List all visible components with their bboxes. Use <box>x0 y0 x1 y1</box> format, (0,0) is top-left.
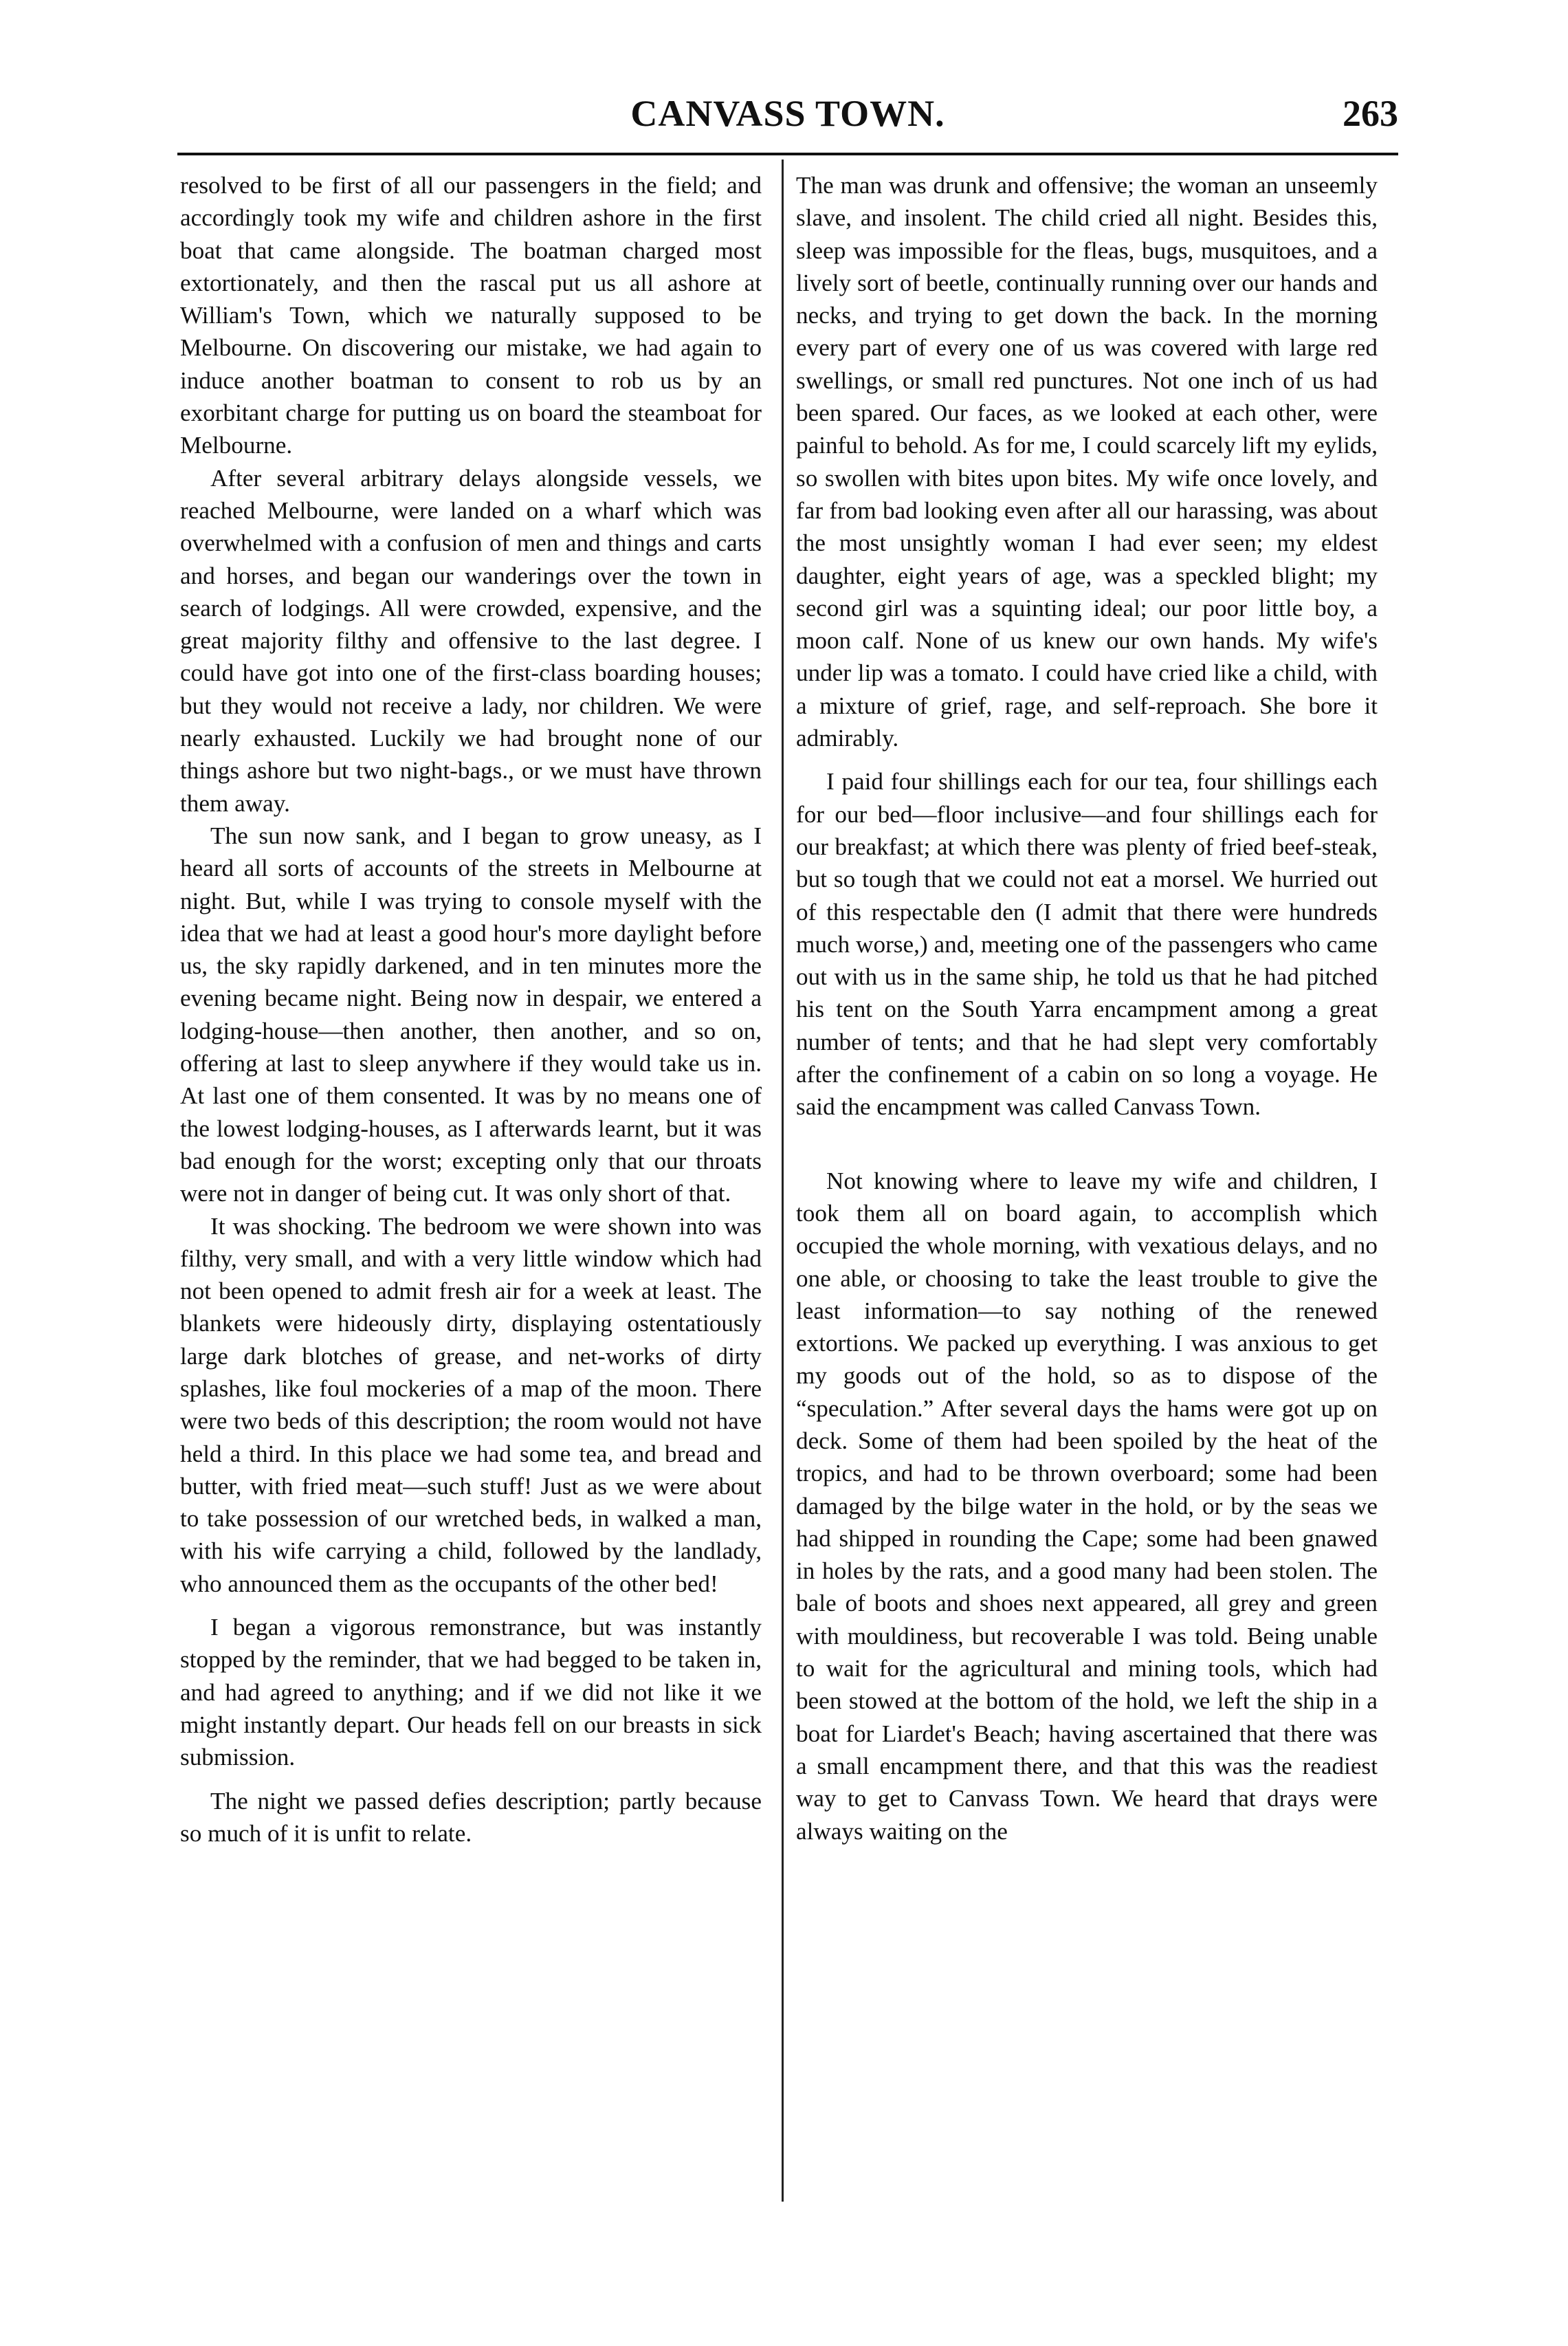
column-divider <box>782 160 784 2202</box>
paragraph: The sun now sank, and I began to grow uneasy, as I heard all sorts of accounts of the streets in Melbourne at night. But, while I was trying to console myself with the idea that we had at least a good hour's more daylight before us, the sky rapidly darkened, and in ten minutes more the evening became night. Being now in despair, we entered a lodging-house—then another, then another, and so on, offering at last to sleep anywhere if they would take us in. At last one of them consented. It was by no means one of the lowest lodging-houses, as I afterwards learnt, but it was bad enough for the worst; excepting only that our throats were not in danger of being cut. It was only short of that. <box>180 822 762 1207</box>
paragraph: The man was drunk and offensive; the woman an unseemly slave, and insolent. The child cried all night. Besides this, sleep was impossible for the fleas, bugs, musquitoes, and a lively sort of beetle, continually running over our hands and necks, and trying to get down the back. In the morning every part of every one of us was covered with large red swellings, or small red punctures. Not one inch of us had been spared. Our faces, as we looked at each other, were painful to behold. As for me, I could scarcely lift my eylids, so swollen with bites upon bites. My wife once lovely, and far from bad looking even after all our harassing, was about the most unsightly woman I had ever seen; my eldest daughter, eight years of age, was a speckled blight; my second girl was a squinting ideal; our poor little boy, a moon calf. None of us knew our own hands. My wife's under lip was a tomato. I could have cried like a child, with a mixture of grief, rage, and self-reproach. She bore it admirably. <box>796 172 1378 752</box>
right-column <box>796 169 1378 2204</box>
running-title: CANVASS TOWN. <box>630 93 945 134</box>
page-number: 263 <box>1343 93 1398 134</box>
paragraph: resolved to be first of all our passengers in the field; and accordingly took my wife and children ashore in the first boat that came alongside. The boatman charged most extortionately, and then the rascal put us all ashore at William's Town, which we naturally supposed to be Melbourne. On discovering our mistake, we had again to induce another boatman to consent to rob us by an exorbitant charge for putting us on board the steamboat for Melbourne. <box>180 172 762 459</box>
left-column <box>180 169 762 2204</box>
paragraph: I paid four shillings each for our tea, four shillings each for our bed—floor inclusive—and four shillings each for our breakfast; at which there was plenty of fried beef-steak, but so tough that we could not eat a morsel. We hurried out of this respectable den (I admit that there were hundreds much worse,) and, meeting one of the passengers who came out with us in the same ship, he told us that he had pitched his tent on the South Yarra encampment among a great number of tents; and that he had slept very comfortably after the confinement of a cabin on so long a voyage. He said the encampment was called Canvass Town. <box>796 768 1378 1121</box>
paragraph: Not knowing where to leave my wife and children, I took them all on board again, to accomplish which occupied the whole morning, with vexatious delays, and no one able, or choosing to take the least trouble to give the least information—to say nothing of the renewed extortions. We packed up everything. I was anxious to get my goods out of the hold, so as to dispose of the “speculation.” After several days the hams were got up on deck. Some of them had been spoiled by the heat of the tropics, and had to be thrown overboard; some had been damaged by the bilge water in the hold, or by the seas we had shipped in rounding the Cape; some had been gnawed in holes by the rats, and a good many had been stolen. The bale of boots and shoes next appeared, all grey and green with mouldiness, but recoverable I was told. Being unable to wait for the agricultural and mining tools, which had been stowed at the bottom of the hold, we left the ship in a boat for Liardet's Beach; having ascertained that there was a small encampment there, and that this was the readiest way to get to Canvass Town. We heard that drays were always waiting on the <box>796 1167 1378 1845</box>
header-rule <box>177 153 1398 155</box>
running-head <box>177 87 1398 142</box>
paragraph: After several arbitrary delays alongside vessels, we reached Melbourne, were landed on a wharf which was overwhelmed with a confusion of men and things and carts and horses, and began our wanderings over the town in search of lodgings. All were crowded, expensive, and the great majority filthy and offensive to the last degree. I could have got into one of the first-class boarding houses; but they would not receive a lady, nor children. We were nearly exhausted. Luckily we had brought none of our things ashore but two night-bags., or we must have thrown them away. <box>180 464 762 817</box>
paragraph: The night we passed defies description; partly because so much of it is unfit to relate. <box>180 1787 762 1847</box>
paragraph: It was shocking. The bedroom we were shown into was filthy, very small, and with a very little window which had not been opened to admit fresh air for a week at least. The blankets were hideously dirty, displaying ostentatiously large dark blotches of grease, and net-works of dirty splashes, like foul mockeries of a map of the moon. There were two beds of this description; the room would not have held a third. In this place we had some tea, and bread and butter, with fried meat—such stuff! Just as we were about to take possession of our wretched beds, in walked a man, with his wife carrying a child, followed by the landlady, who announced them as the occupants of the other bed! <box>180 1212 762 1597</box>
paragraph: I began a vigorous remonstrance, but was instantly stopped by the reminder, that we had begged to be taken in, and had agreed to anything; and if we did not like it we might instantly depart. Our heads fell on our breasts in sick submission. <box>180 1614 762 1771</box>
